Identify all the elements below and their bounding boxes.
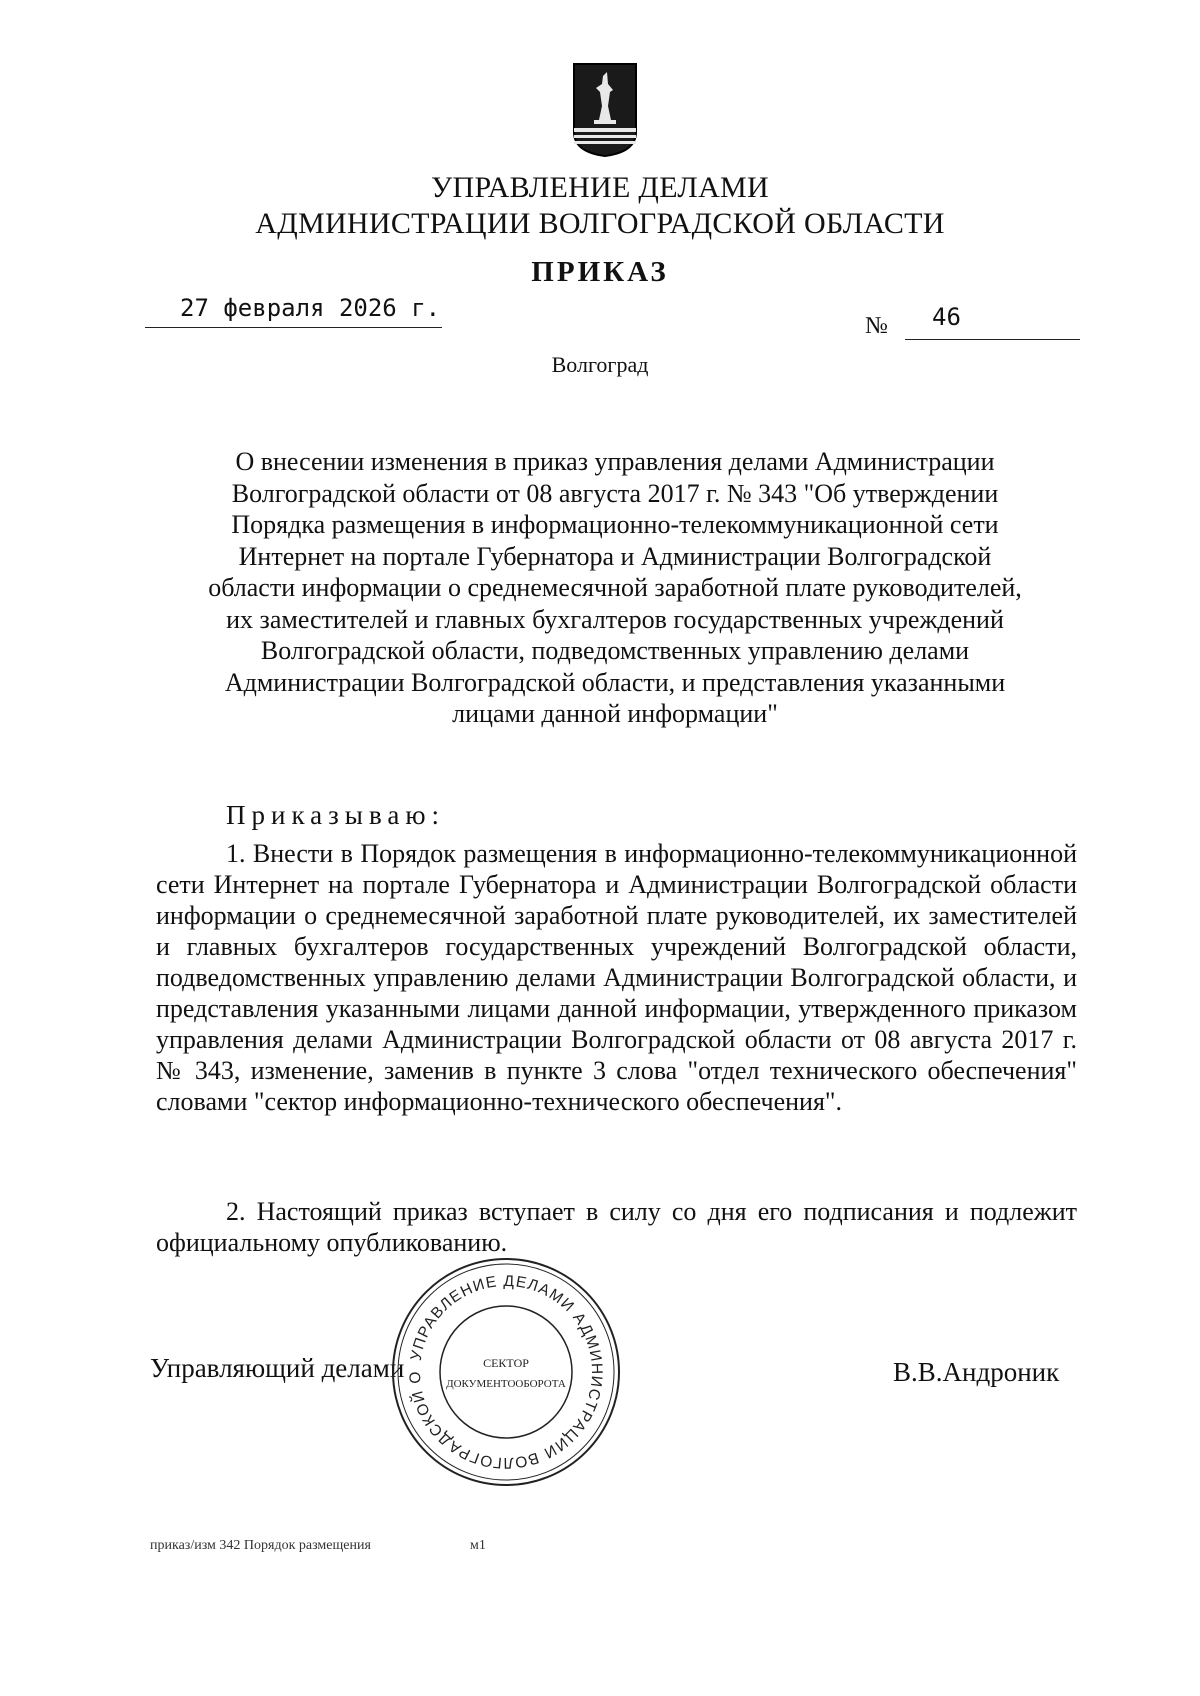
footer-file-ref: приказ/изм 342 Порядок размещения	[150, 1538, 371, 1553]
document-title	[150, 446, 1080, 730]
number-underline	[905, 339, 1080, 340]
title-line: области информации о среднемесячной заработной плате руководителей,	[208, 573, 1022, 602]
order-intro: Приказываю:	[226, 800, 445, 830]
title-line: Администрации Волгоградской области, и представления указанными	[224, 667, 1006, 697]
title-line: лицами данной информации"	[452, 699, 778, 728]
org-name-line1: УПРАВЛЕНИЕ ДЕЛАМИ	[431, 171, 769, 204]
coat-of-arms-icon	[572, 62, 638, 158]
signatory-position: Управляющий делами	[150, 1353, 405, 1383]
document-type: ПРИКАЗ	[531, 256, 669, 288]
title-line: О внесении изменения в приказ управления делами Администрации	[235, 447, 995, 476]
stamp-center-line2: ДОКУМЕНТООБОРОТА	[446, 1378, 566, 1390]
stamp-graphic	[388, 1254, 624, 1490]
document-number: 46	[932, 303, 961, 331]
title-line: Волгоградской области от 08 августа 2017 г. № 343 "Об утверждении	[231, 478, 999, 508]
title-line: их заместителей и главных бухгалтеров государственных учреждений	[226, 604, 1004, 634]
footer-code: м1	[470, 1538, 486, 1553]
order-item-2: 2. Настоящий приказ вступает в силу со дня его подписания и подлежит официальному опубликованию.	[156, 1197, 1077, 1257]
order-item-1: 1. Внести в Порядок размещения в информационно-телекоммуникационной сети Интернет на портале Губернатора и Администрации Волгоградской области информации о среднемесячной заработной плате руководителей, их заместителей и главных бухгалтеров государственных учреждений Волгоградской области, подведомственных управлению делами Администрации Волгоградской области, и представления указанными лицами данной информации, утвержденного приказом управления делами Администрации Волгоградской области от 08 августа 2017 г. № 343, изменение, заменив в пункте 3 слова "отдел технического обеспечения" словами "сектор информационно-технического обеспечения".	[156, 839, 1077, 1116]
document-city: Волгоград	[551, 352, 649, 377]
title-line: Порядка размещения в информационно-телекоммуникационной сети	[231, 510, 999, 539]
document-date: 27 февраля 2026 г.	[180, 294, 441, 322]
stamp-ring-text: УПРАВЛЕНИЕ ДЕЛАМИ АДМИНИСТРАЦИИ ВОЛГОГРАДСКОЙ О	[406, 1272, 606, 1472]
number-label: №	[865, 313, 888, 339]
official-stamp	[388, 1254, 624, 1490]
date-underline	[145, 327, 442, 328]
title-line: Интернет на портале Губернатора и Администрации Волгоградской	[238, 541, 992, 571]
stamp-center-line1: СЕКТОР	[483, 1356, 529, 1370]
org-name-line2: АДМИНИСТРАЦИИ ВОЛГОГРАДСКОЙ ОБЛАСТИ	[255, 207, 945, 240]
title-line: Волгоградской области, подведомственных управлению делами	[260, 636, 970, 665]
signatory-name: В.В.Андроник	[893, 1357, 1060, 1387]
